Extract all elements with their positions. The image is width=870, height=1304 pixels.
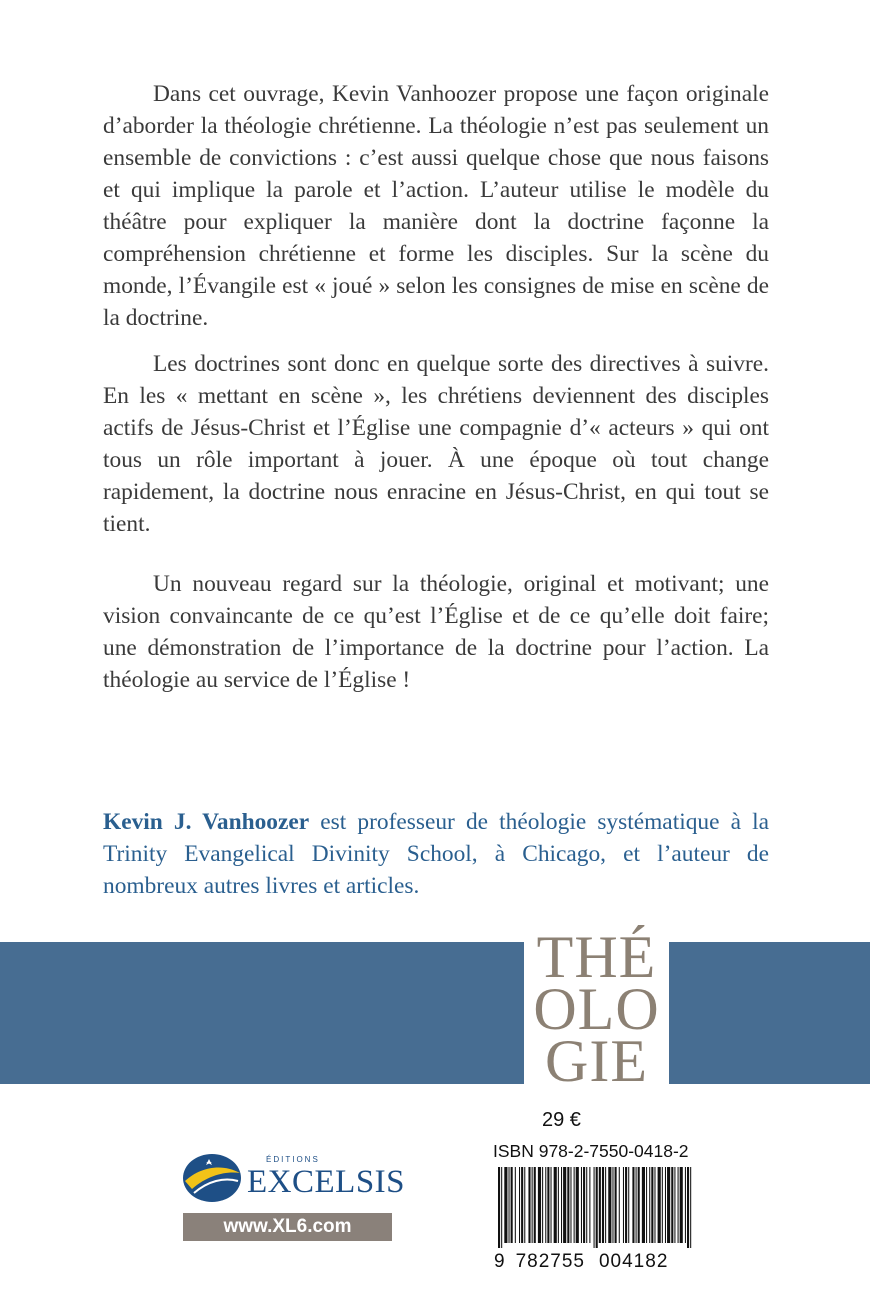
series-band: [0, 942, 870, 1084]
barcode-bar: [570, 1167, 571, 1243]
publisher-name: EXCELSIS: [247, 1164, 406, 1200]
barcode-bar: [574, 1167, 575, 1243]
barcode-bar: [615, 1167, 617, 1243]
barcode-bar: [501, 1167, 502, 1248]
barcode-bar: [581, 1167, 582, 1243]
author-bio: [103, 806, 769, 902]
barcode-bar: [589, 1167, 590, 1243]
barcode-bar: [642, 1167, 645, 1243]
blurb-paragraph-1: Dans cet ouvrage, Kevin Vanhoozer propose une façon originale d’aborder la théologie chrétienne. La théologie n’est pas seulement un ensemble de convictions : c’est aussi quelque chose que nous faisons et qui implique la parole et l’action. L’auteur utilise le modèle du théâtre pour expliquer la manière dont la doctrine façonne la compréhension chrétienne et forme les disciples. Sur la scène du monde, l’Évangile est « joué » selon les consignes de mise en scène de la doctrine.: [103, 81, 769, 331]
barcode-bar: [619, 1167, 620, 1243]
barcode-bar: [594, 1167, 595, 1248]
barcode-number: [494, 1251, 668, 1273]
barcode-bar: [519, 1167, 520, 1243]
barcode-bar: [671, 1167, 673, 1243]
barcode-bar: [511, 1167, 513, 1243]
barcode-bar: [521, 1167, 523, 1243]
barcode-bar: [538, 1167, 541, 1243]
barcode-bar: [524, 1167, 525, 1243]
barcode-bar: [567, 1167, 569, 1243]
barcode-bar: [547, 1167, 549, 1243]
barcode-bar: [651, 1167, 653, 1243]
barcode-bar: [662, 1167, 663, 1243]
barcode-bar: [554, 1167, 557, 1243]
publisher-url[interactable]: www.XL6.com: [183, 1213, 392, 1241]
barcode-bar: [632, 1167, 634, 1243]
barcode-bar: [680, 1167, 683, 1243]
barcode-bar: [602, 1167, 604, 1243]
series-line-2: OLO: [533, 975, 660, 1042]
barcode-bar: [658, 1167, 661, 1243]
barcode-bar: [551, 1167, 552, 1243]
barcode-bar: [534, 1167, 536, 1243]
barcode-bar: [638, 1167, 640, 1243]
isbn: ISBN 978-2-7550-0418-2: [493, 1141, 689, 1161]
barcode-bar: [528, 1167, 530, 1243]
barcode-bar: [628, 1167, 629, 1243]
barcode-bar: [583, 1167, 585, 1243]
publisher-small-label: ÉDITIONS: [266, 1155, 320, 1164]
barcode-bar: [542, 1167, 543, 1243]
barcode: [494, 1167, 695, 1248]
price: 29 €: [542, 1109, 581, 1131]
barcode-bar: [532, 1167, 533, 1243]
barcode-bar: [654, 1167, 655, 1243]
author-name: Kevin J. Vanhoozer: [103, 809, 310, 835]
barcode-bar: [685, 1167, 686, 1243]
barcode-group-1: 782755: [515, 1251, 585, 1272]
blurb-paragraph-2: Les doctrines sont donc en quelque sorte des directives à suivre. En les « mettant en scène », les chrétiens deviennent des disciples actifs de Jésus-Christ et l’Église une compagnie d’« acteurs » qui ont tous un rôle important à jouer. À une époque où tout change rapidement, la doctrine nous enracine en Jésus-Christ, en qui tout se tient.: [103, 351, 769, 537]
blurb-paragraph-3: Un nouveau regard sur la théologie, original et motivant; une vision convaincante de ce qu’est l’Église et de ce qu’elle doit faire; une démonstration de l’importance de la doctrine pour l’action. La théologie au service de l’Église !: [103, 571, 769, 693]
barcode-bar: [504, 1167, 507, 1243]
barcode-bar: [515, 1167, 516, 1243]
barcode-bar: [599, 1167, 601, 1243]
barcode-bar: [498, 1167, 500, 1248]
barcode-bar: [558, 1167, 559, 1243]
barcode-bar: [545, 1167, 546, 1243]
barcode-bar: [687, 1167, 689, 1248]
barcode-bar: [586, 1167, 587, 1243]
author-bio-text: est professeur de théologie systématique à la Trinity Evangelical Divinity School, à Chicago, et l’auteur de nombreux autres livres et articles.: [103, 809, 769, 899]
barcode-bar: [636, 1167, 637, 1243]
series-line-3: GIE: [545, 1027, 648, 1094]
barcode-bar: [596, 1167, 598, 1248]
barcode-bar: [612, 1167, 613, 1243]
series-label: [528, 923, 665, 1094]
back-cover-blurb: [103, 78, 769, 696]
barcode-bar: [665, 1167, 666, 1243]
barcode-bar: [690, 1167, 691, 1248]
barcode-bar: [678, 1167, 679, 1243]
barcode-bar: [605, 1167, 606, 1243]
barcode-bar: [646, 1167, 647, 1243]
barcode-bar: [674, 1167, 675, 1243]
excelsis-globe-icon: [182, 1151, 242, 1203]
series-label-box: [524, 925, 669, 1092]
barcode-bar: [625, 1167, 627, 1243]
barcode-bar: [623, 1167, 624, 1243]
barcode-bar: [608, 1167, 611, 1243]
barcode-lead-digit: 9: [494, 1251, 506, 1272]
series-line-1: THÉ: [536, 923, 657, 990]
barcode-bar: [561, 1167, 562, 1243]
barcode-bar: [563, 1167, 566, 1243]
barcode-bar: [576, 1167, 579, 1243]
barcode-group-2: 004182: [598, 1251, 669, 1272]
barcode-bar: [509, 1167, 510, 1243]
barcode-bar: [667, 1167, 670, 1243]
barcode-bar: [649, 1167, 650, 1243]
